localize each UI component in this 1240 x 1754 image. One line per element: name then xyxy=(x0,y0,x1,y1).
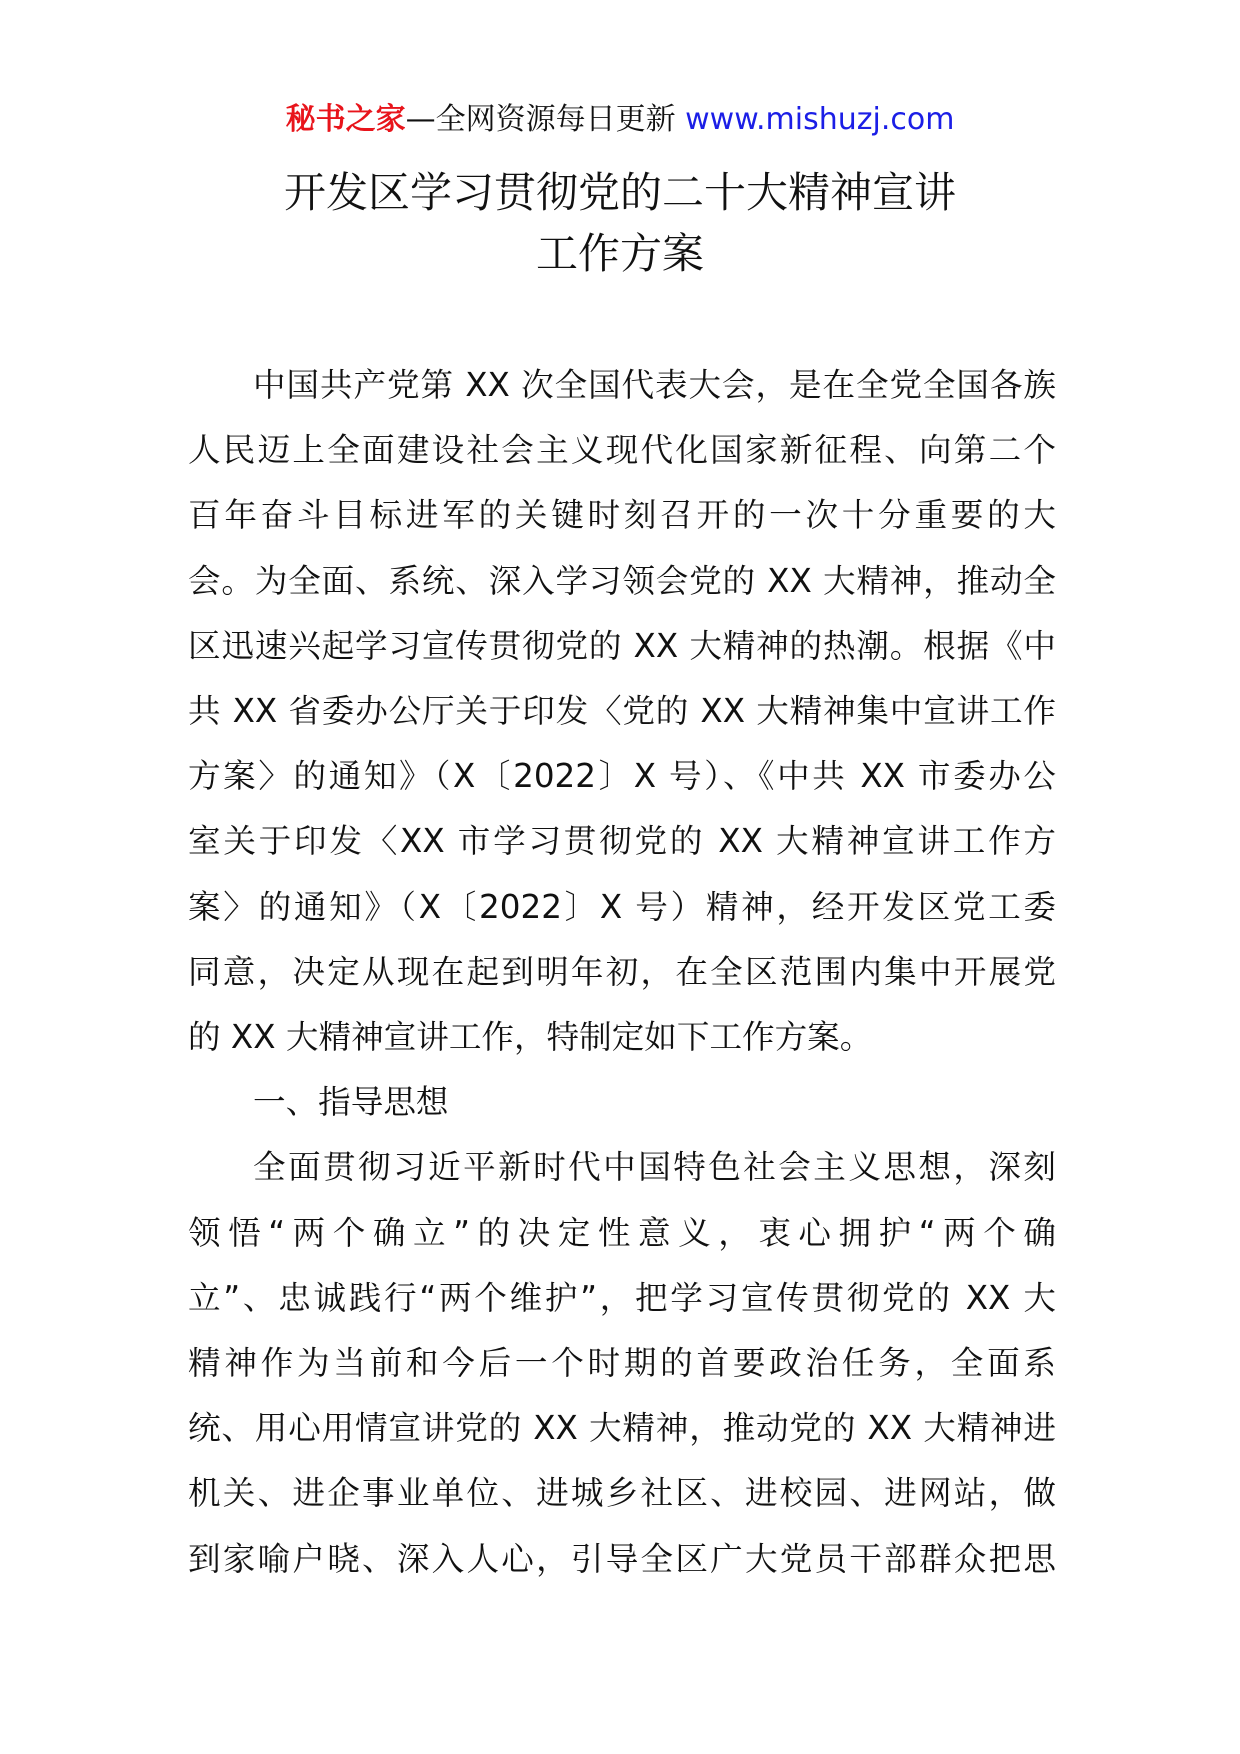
text-line: 区迅速兴起学习宣传贯彻党的 XX 大精神的热潮。根据《中 xyxy=(188,626,1056,665)
text-line: 到家喻户晓、深入人心，引导全区广大党员干部群众把思 xyxy=(188,1539,1056,1578)
text-line: 统、用心用情宣讲党的 XX 大精神，推动党的 XX 大精神进 xyxy=(188,1409,1056,1448)
section-heading-guiding-ideology xyxy=(188,1070,1056,1135)
text-line: 会。为全面、系统、深入学习领会党的 XX 大精神，推动全 xyxy=(188,561,1056,600)
text-line: 立”、忠诚践行“两个维护”，把学习宣传贯彻党的 XX 大 xyxy=(188,1278,1056,1317)
brand-name: 秘书之家 xyxy=(285,102,406,137)
section-heading-text: 一、指导思想 xyxy=(253,1083,449,1122)
text-line: 人民迈上全面建设社会主义现代化国家新征程、向第二个 xyxy=(188,431,1056,470)
text-line: 中国共产党第 XX 次全国代表大会，是在全党全国各族 xyxy=(253,366,1056,404)
text-line: 的 XX 大精神宣讲工作，特制定如下工作方案。 xyxy=(188,1018,873,1057)
paragraph-intro xyxy=(188,353,1056,1070)
text-line: 同意，决定从现在起到明年初，在全区范围内集中开展党 xyxy=(188,952,1056,991)
title-line-1: 开发区学习贯彻党的二十大精神宣讲 xyxy=(283,168,956,217)
site-url-link[interactable]: www.mishuzj.com xyxy=(685,102,955,137)
text-line: 机关、进企事业单位、进城乡社区、进校园、进网站，做 xyxy=(188,1474,1056,1513)
text-line: 共 XX 省委办公厅关于印发〈党的 XX 大精神集中宣讲工作 xyxy=(188,692,1056,731)
text-line: 室关于印发〈XX 市学习贯彻党的 XX 大精神宣讲工作方 xyxy=(188,822,1056,861)
document-title xyxy=(0,162,1240,284)
text-line: 百年奋斗目标进军的关键时刻召开的一次十分重要的大 xyxy=(188,496,1056,535)
text-line: 全面贯彻习近平新时代中国特色社会主义思想，深刻 xyxy=(253,1148,1056,1187)
text-line: 精神作为当前和今后一个时期的首要政治任务，全面系 xyxy=(188,1344,1056,1383)
header-slogan: —全网资源每日更新 xyxy=(405,102,686,137)
site-header xyxy=(0,100,1240,140)
text-line: 案〉的通知》（X〔2022〕X 号）精神，经开发区党工委 xyxy=(188,887,1056,926)
document-body xyxy=(188,353,1056,1592)
title-line-2: 工作方案 xyxy=(535,229,704,278)
text-line: 方案〉的通知》（X〔2022〕X 号）、《中共 XX 市委办公 xyxy=(188,757,1056,796)
paragraph-guiding-ideology xyxy=(188,1135,1056,1591)
text-line: 领悟“两个确立”的决定性意义，衷心拥护“两个确 xyxy=(188,1213,1056,1252)
